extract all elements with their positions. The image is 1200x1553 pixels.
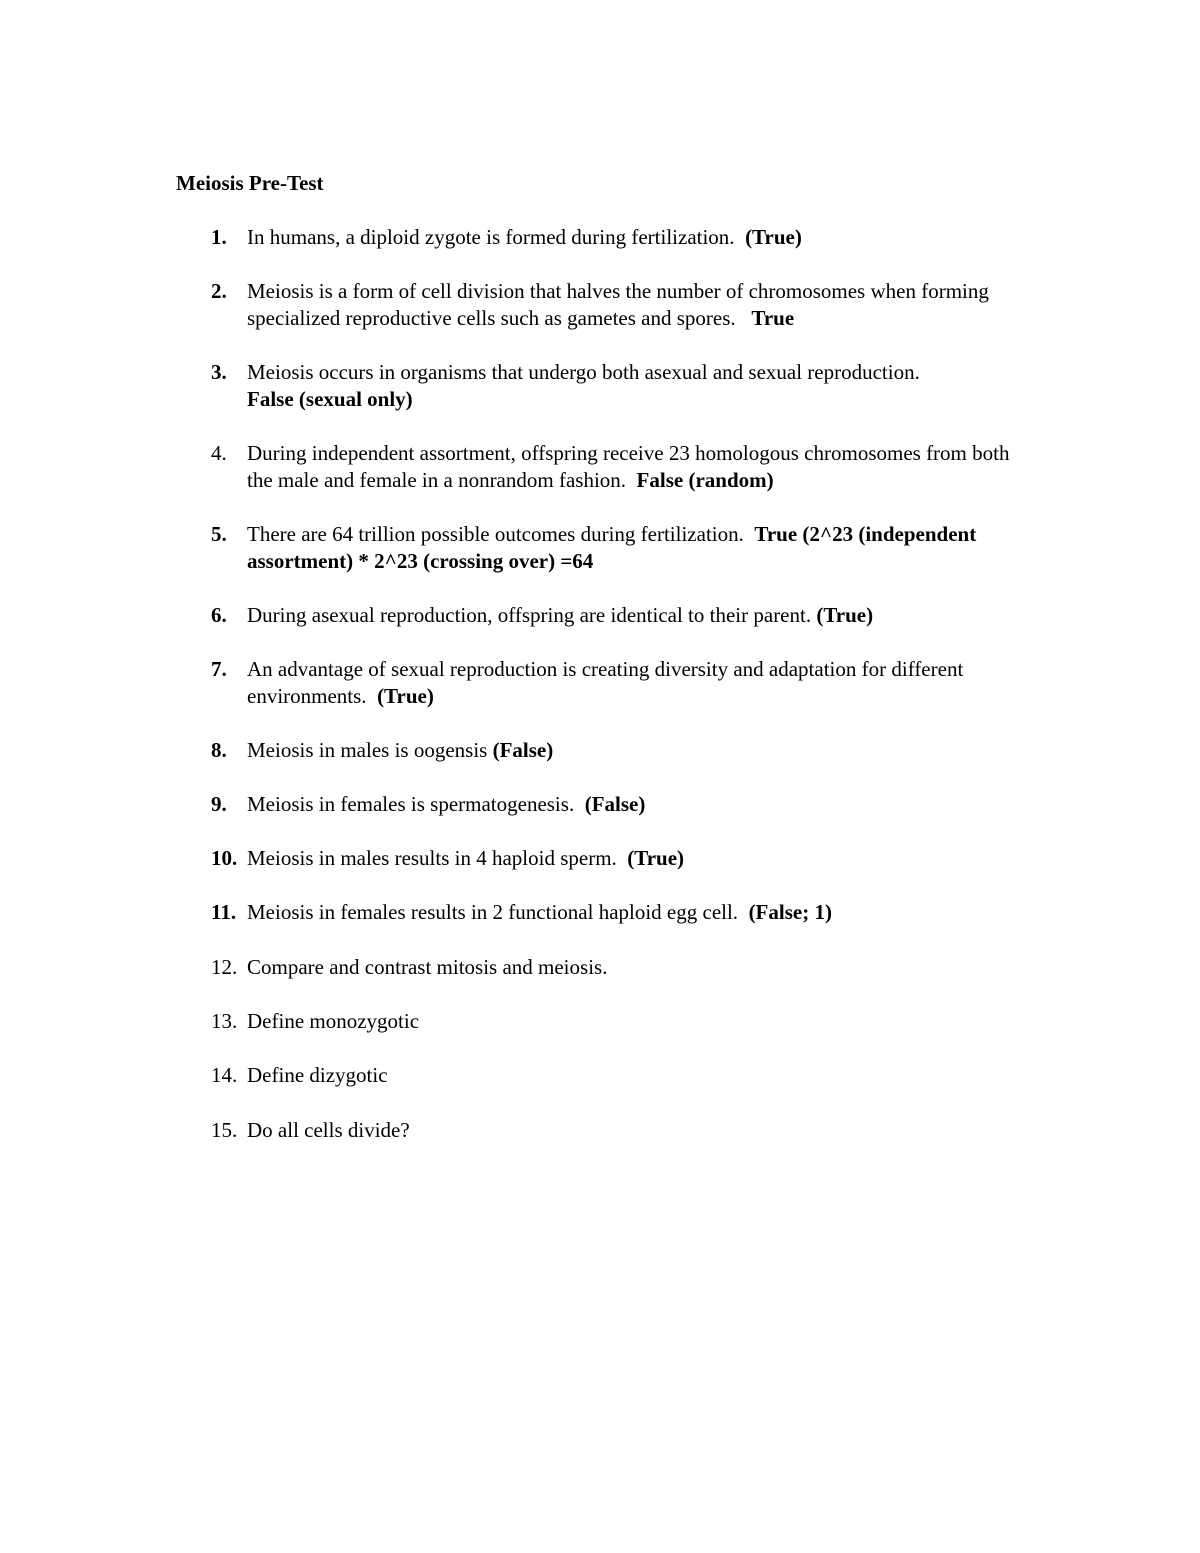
question-7 [211,656,1031,710]
question-text: There are 64 trillion possible outcomes during fertilization. [247,522,755,546]
question-10 [211,845,1031,872]
question-number: 2. [211,279,227,303]
question-text-block [247,278,1031,332]
question-text: In humans, a diploid zygote is formed during fertilization. [247,225,746,249]
question-text: Define monozygotic [247,1009,420,1033]
question-number: 13. [211,1009,238,1033]
question-text-block [247,954,1031,981]
question-text: Compare and contrast mitosis and meiosis. [247,955,608,979]
question-text-block [247,1117,1031,1144]
question-text-block [247,845,1031,872]
question-2 [211,278,1031,332]
question-text-block [247,440,1031,494]
question-text: During independent assortment, offspring receive 23 homologous chromosomes from both the male and female in a nonrandom fashion. [247,441,1015,492]
question-text: During asexual reproduction, offspring are identical to their parent. [247,603,817,627]
question-number: 11. [211,900,237,924]
question-4 [211,440,1031,494]
answer-text: (False) [584,792,646,816]
question-11 [211,899,1031,926]
answer-text: (False) [492,738,554,762]
question-text: Do all cells divide? [247,1118,410,1142]
question-text: Meiosis in females is spermatogenesis. [247,792,585,816]
question-text-block [247,737,1031,764]
question-text: An advantage of sexual reproduction is creating diversity and adaptation for different environments. [247,657,969,708]
answer-text: True [751,306,795,330]
answer-text: (True) [745,225,802,249]
question-text-block [247,791,1031,818]
answer-text: False (random) [636,468,774,492]
question-13 [211,1008,1031,1035]
answer-text: True (2^23 (independent assortment) * 2^23 (crossing over) =64 [247,522,977,573]
question-text-block [247,656,1031,710]
question-14 [211,1062,1031,1089]
question-8 [211,737,1031,764]
answer-text: (True) [816,603,874,627]
question-text-block [247,359,1031,413]
question-number: 4. [211,441,227,465]
question-text-block [247,899,1031,926]
question-text-block [247,224,1031,251]
question-text: Meiosis in females results in 2 functional haploid egg cell. [247,900,749,924]
question-number: 7. [211,657,227,681]
question-number: 6. [211,603,227,627]
question-text: Meiosis is a form of cell division that halves the number of chromosomes when forming specialized reproductive cells such as gametes and spores. [247,279,995,330]
question-number: 8. [211,738,227,762]
question-number: 9. [211,792,227,816]
question-number: 12. [211,955,238,979]
page-title: Meiosis Pre-Test [176,171,324,195]
question-3 [211,359,1031,413]
question-number: 1. [211,225,227,249]
question-number: 5. [211,522,227,546]
question-text: Meiosis in males results in 4 haploid sperm. [247,846,628,870]
question-text-block [247,1008,1031,1035]
question-text-block [247,521,1031,575]
answer-text: (True) [377,684,434,708]
question-text-block [247,1062,1031,1089]
answer-text: (False; 1) [748,900,832,924]
question-15 [211,1117,1031,1144]
question-5 [211,521,1031,575]
question-number: 14. [211,1063,238,1087]
answer-text: (True) [627,846,685,870]
question-1 [211,224,1031,251]
question-text: Meiosis in males is oogensis [247,738,493,762]
question-12 [211,954,1031,981]
question-text: Define dizygotic [247,1063,388,1087]
question-9 [211,791,1031,818]
answer-text: False (sexual only) [247,387,413,411]
question-number: 15. [211,1118,238,1142]
question-text-block [247,602,1031,629]
question-6 [211,602,1031,629]
question-text: Meiosis occurs in organisms that undergo both asexual and sexual reproduction. [247,360,920,384]
question-number: 10. [211,846,238,870]
question-number: 3. [211,360,227,384]
